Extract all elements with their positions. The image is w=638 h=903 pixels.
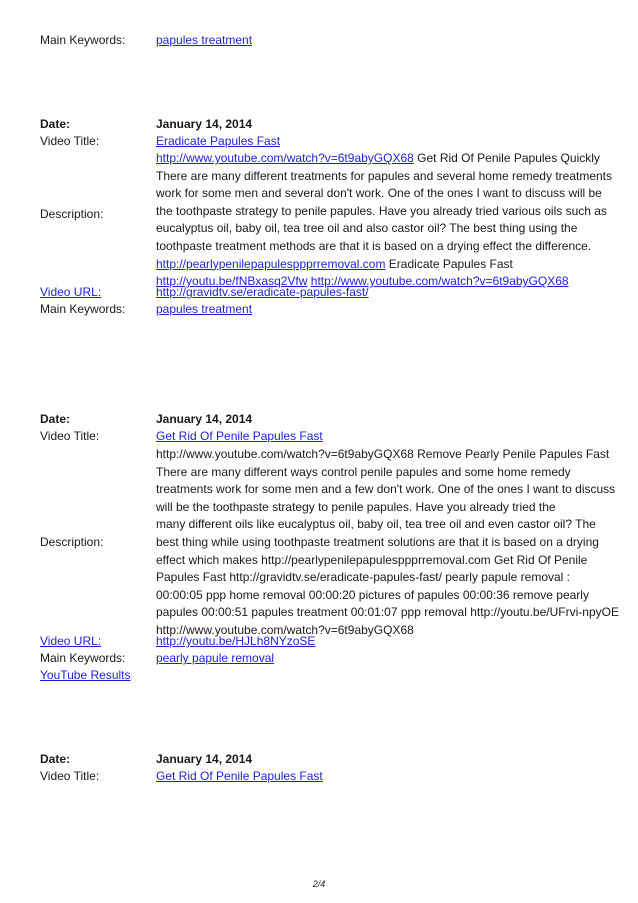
description-label: Description: <box>40 207 104 221</box>
video-title-label: Video Title: <box>40 429 100 443</box>
description-text: http://www.youtube.com/watch?v=6t9abyGQX68 Remove Pearly Penile Papules Fast There are many different ways control penile papules and some home remedy treatments work for some men and a few don't work. One of the ones I want to discuss will be the toothpaste strategy to penile papules. Have you already tried the many different oils like eucalyptus oil, baby oil, tea tree oil and even castor oil? The best thing while using toothpaste treatment solutions are that it is based on a drying effect which makes http://pearlypenilepapulesppprremoval.com Get Rid Of Penile Papules Fast http://gravidtv.se/eradicate-papules-fast/ pearly papule removal : 00:00:05 ppp home removal 00:00:20 pictures of papules 00:00:36 remove pearly papules 00:00:51 papules treatment 00:01:07 ppp removal http://youtu.be/UFrvi-npyOE http://www.youtube.com/watch?v=6t9abyGQX68 <box>156 447 619 637</box>
video-url-link[interactable]: http://youtu.be/HJLh8NYzoSE <box>156 634 316 648</box>
video-title-link[interactable]: Eradicate Papules Fast <box>156 134 281 148</box>
video-url-link[interactable]: http://gravidtv.se/eradicate-papules-fast/ <box>156 285 369 299</box>
description-label: Description: <box>40 535 104 549</box>
date-label: Date: <box>40 117 71 131</box>
date-label: Date: <box>40 412 71 426</box>
date-label: Date: <box>40 752 71 766</box>
main-keywords-link[interactable]: papules treatment <box>156 33 253 47</box>
description-link[interactable]: http://pearlypenilepapulesppprremoval.com <box>156 256 386 271</box>
video-title-label: Video Title: <box>40 134 100 148</box>
video-title-link[interactable]: Get Rid Of Penile Papules Fast <box>156 769 323 783</box>
date-value: January 14, 2014 <box>156 752 253 766</box>
description-link[interactable]: http://www.youtube.com/watch?v=6t9abyGQX68 <box>156 151 414 165</box>
main-keywords-label: Main Keywords: <box>40 302 126 316</box>
main-keywords-link[interactable]: pearly papule removal <box>156 651 275 665</box>
video-url-label[interactable]: Video URL: <box>40 285 102 299</box>
date-value: January 14, 2014 <box>156 117 253 131</box>
main-keywords-label: Main Keywords: <box>40 651 126 665</box>
youtube-results-link[interactable]: YouTube Results <box>40 668 131 682</box>
video-title-label: Video Title: <box>40 769 100 783</box>
video-url-label[interactable]: Video URL: <box>40 634 102 648</box>
video-title-link[interactable]: Get Rid Of Penile Papules Fast <box>156 429 323 443</box>
page-number: 2/4 <box>312 879 326 889</box>
date-value: January 14, 2014 <box>156 412 253 426</box>
description-link[interactable]: http://www.youtube.com/watch?v=6t9abyGQX68 <box>310 274 569 289</box>
main-keywords-label: Main Keywords: <box>40 33 126 47</box>
main-keywords-link[interactable]: papules treatment <box>156 302 253 316</box>
description-text: http://www.youtube.com/watch?v=6t9abyGQX68 Get Rid Of Penile Papules Quickly There are many different treatments for papules and several home remedy treatments work for some men and several don't work. One of the ones I want to discuss will be the toothpaste strategy to penile papules. Have you already tried various oils such as eucalyptus oil, baby oil, tea tree oil and also castor oil? The best thing using the toothpaste treatment methods are that it is based on a drying effect the difference. http://pearlypenilepapulesppprremoval.com Eradicate Papules Fast http://youtu.be/fNBxasq2Vfw http://www.youtube.com/watch?v=6t9abyGQX68 <box>156 151 613 289</box>
description-link[interactable]: http://youtu.be/fNBxasq2Vfw <box>156 274 308 289</box>
